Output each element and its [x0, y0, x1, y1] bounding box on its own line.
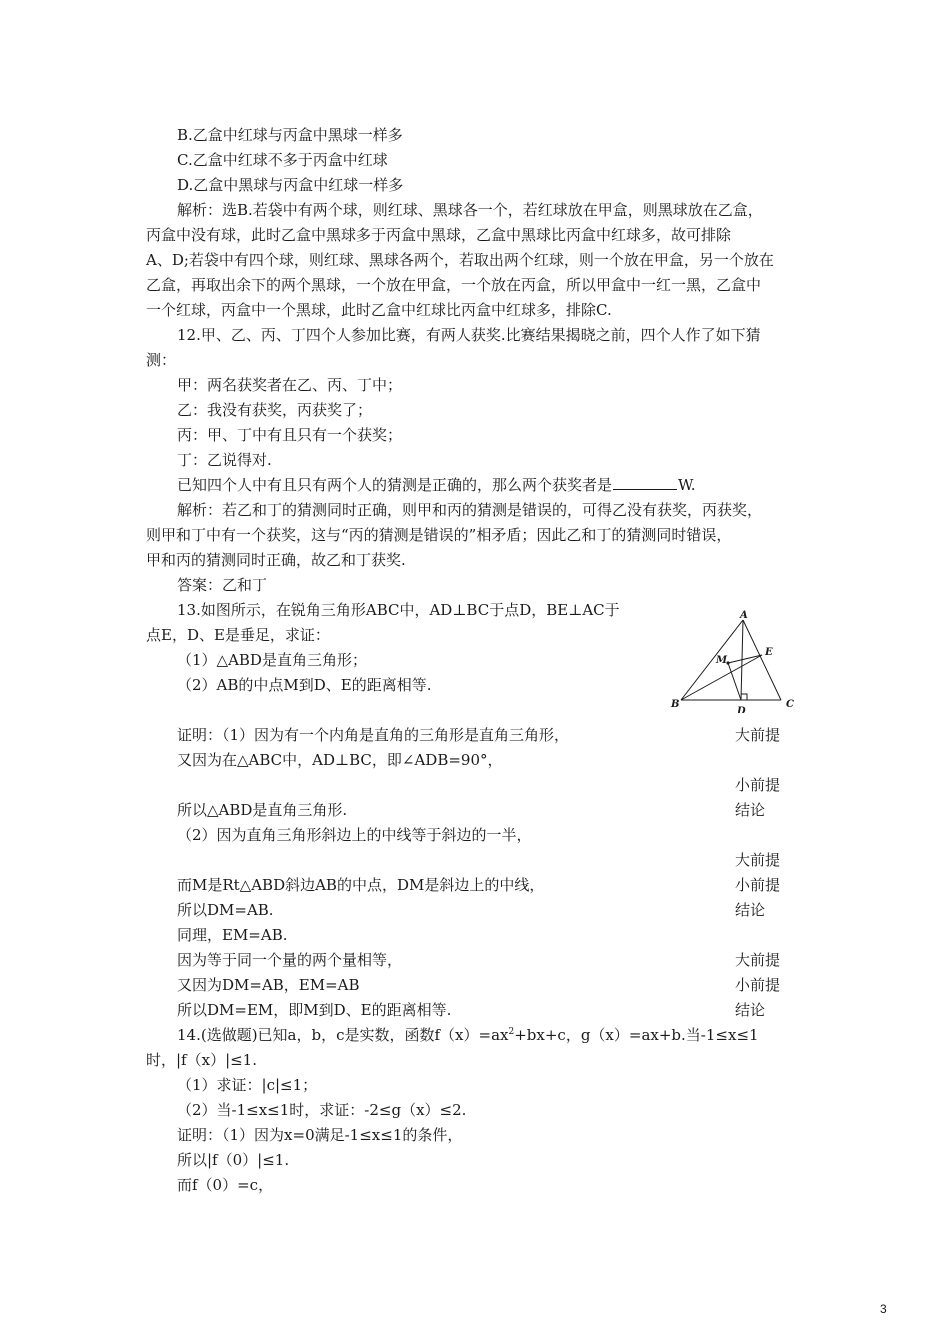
- q11-solution-line: A、D;若袋中有四个球，则红球、黑球各两个，若取出两个红球，则一个放在甲盒，另一个放在: [146, 251, 774, 269]
- triangle-figure: [668, 608, 813, 713]
- label-e: E: [765, 647, 773, 658]
- q12-answer: 答案：乙和丁: [177, 576, 268, 594]
- proof-line: 证明：（1）因为有一个内角是直角的三角形是直角三角形，: [177, 726, 570, 744]
- option-b: B.乙盒中红球与丙盒中黑球一样多: [177, 126, 403, 144]
- label-b: B: [671, 699, 680, 710]
- q14-question: 时，|f（x）|≤1.: [146, 1051, 257, 1069]
- q12-guess-yi: 乙：我没有获奖，丙获奖了；: [177, 401, 373, 419]
- side-ab: [681, 620, 743, 700]
- label-a: A: [740, 610, 748, 621]
- proof-tag: 结论: [735, 901, 766, 919]
- q12-guess-bing: 丙：甲、丁中有且只有一个获奖；: [177, 426, 403, 444]
- proof-line: 又因为DM=AB，EM=AB: [177, 976, 360, 994]
- label-d: D: [737, 706, 746, 713]
- q14-part1: （1）求证：|c|≤1；: [177, 1076, 318, 1094]
- option-c: C.乙盒中红球不多于丙盒中红球: [177, 151, 388, 169]
- proof-line: （2）因为直角三角形斜边上的中线等于斜边的一半，: [177, 826, 532, 844]
- proof-tag: 小前提: [735, 976, 781, 994]
- proof-tag: 结论: [735, 1001, 766, 1019]
- q12-guess-jia: 甲：两名获奖者在乙、丙、丁中；: [177, 376, 403, 394]
- label-m: M: [716, 655, 728, 666]
- proof-tag: 大前提: [735, 951, 781, 969]
- page-number: 3: [880, 1302, 887, 1316]
- q13-question: 13.如图所示，在锐角三角形ABC中，AD⊥BC于点D，BE⊥AC于: [177, 601, 620, 619]
- q11-solution-line: 乙盒，再取出余下的两个黑球，一个放在甲盒，一个放在丙盒，所以甲盒中一红一黑，乙盒中: [146, 276, 762, 294]
- q13-part1: （1）△ABD是直角三角形；: [177, 651, 367, 669]
- q11-solution-line: 解析：选B.若袋中有两个球，则红球、黑球各一个，若红球放在甲盒，则黑球放在乙盒，: [177, 201, 763, 219]
- q11-solution-line: 一个红球，丙盒中一个黑球，此时乙盒中红球比丙盒中红球多，排除C.: [146, 301, 612, 319]
- answer-blank: [613, 475, 677, 490]
- q13-question: 点E，D、E是垂足，求证：: [146, 626, 330, 644]
- q12-question: 测：: [146, 351, 177, 369]
- q12-solution-line: 解析：若乙和丁的猜测同时正确，则甲和丙的猜测是错误的，可得乙没有获奖，丙获奖，: [177, 501, 763, 519]
- proof-line: 所以DM=EM，即M到D、E的距离相等.: [177, 1001, 452, 1019]
- q12-solution-line: 则甲和丁中有一个获奖，这与“丙的猜测是错误的”相矛盾；因此乙和丁的猜测同时错误，: [146, 526, 732, 544]
- proof-tag: 小前提: [735, 776, 781, 794]
- q12-question: 12.甲、乙、丙、丁四个人参加比赛，有两人获奖.比赛结果揭晓之前，四个人作了如下猜: [177, 326, 761, 344]
- q13-part2: （2）AB的中点M到D、E的距离相等.: [177, 676, 432, 694]
- proof-line: 同理，EM=AB.: [177, 926, 288, 944]
- q12-guess-ding: 丁：乙说得对.: [177, 451, 272, 469]
- proof-tag: 大前提: [735, 726, 781, 744]
- side-ac: [743, 620, 781, 700]
- q14-proof-line: 所以|f（0）|≤1.: [177, 1151, 290, 1169]
- right-angle-mark: [741, 694, 747, 700]
- proof-tag: 大前提: [735, 851, 781, 869]
- proof-line: 所以△ABD是直角三角形.: [177, 801, 348, 819]
- q14-question: 14.(选做题)已知a，b，c是实数，函数$f(x)=ax^2+bx+c$，g（x）=ax+b.当-1≤x≤1: [177, 1026, 759, 1044]
- proof-tag: 小前提: [735, 876, 781, 894]
- q14-proof-line: 而f（0）=c，: [177, 1176, 274, 1194]
- q11-solution-line: 丙盒中没有球，此时乙盒中黑球多于丙盒中黑球，乙盒中黑球比丙盒中红球多，故可排除: [146, 226, 732, 244]
- segment-me: [728, 655, 762, 663]
- proof-line: 而M是Rt△ABD斜边AB的中点，DM是斜边上的中线，: [177, 876, 545, 894]
- proof-line: 因为等于同一个量的两个量相等，: [177, 951, 403, 969]
- q12-fill-in: 已知四个人中有且只有两个人的猜测是正确的，那么两个获奖者是 W.: [177, 476, 696, 494]
- segment-md: [728, 663, 741, 700]
- proof-tag: 结论: [735, 801, 766, 819]
- proof-line: 又因为在△ABC中，AD⊥BC，即∠ADB=90°，: [177, 751, 503, 769]
- q14-part2: （2）当-1≤x≤1时，求证：-2≤g（x）≤2.: [177, 1101, 467, 1119]
- q14-proof-line: 证明：（1）因为x=0满足-1≤x≤1的条件，: [177, 1126, 463, 1144]
- label-c: C: [786, 699, 794, 710]
- option-d: D.乙盒中黑球与丙盒中红球一样多: [177, 176, 404, 194]
- proof-line: 所以DM=AB.: [177, 901, 274, 919]
- q12-solution-line: 甲和丙的猜测同时正确，故乙和丁获奖.: [146, 551, 406, 569]
